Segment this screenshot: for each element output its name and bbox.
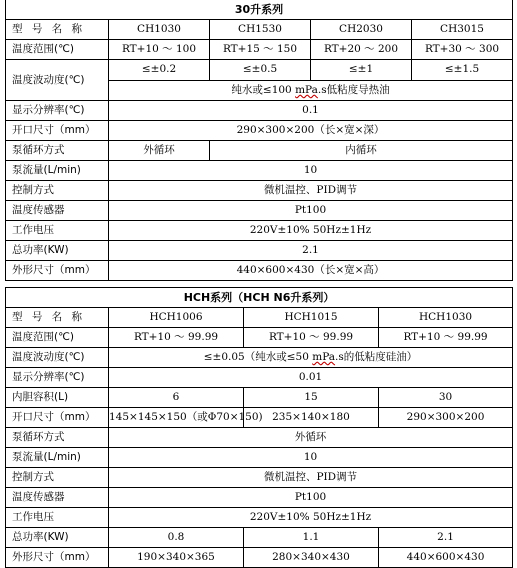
- temp-range-cell: RT+10 ～ 99.99: [109, 328, 244, 348]
- pump-flow-label: 泵流量(L/min): [6, 161, 109, 181]
- power-value: 2.1: [109, 241, 513, 261]
- outer-size-value: 440×600×430（长×宽×高）: [109, 261, 513, 281]
- temp-sensor-value: Pt100: [109, 201, 513, 221]
- model-cell: HCH1006: [109, 308, 244, 328]
- outer-size-label: 外形尺寸（mm）: [6, 261, 109, 281]
- voltage-value: 220V±10% 50Hz±1Hz: [109, 221, 513, 241]
- model-cell: CH1030: [109, 20, 210, 40]
- temp-fluct-cell: ≤±1: [311, 60, 412, 81]
- pump-mode-label: 泵循环方式: [6, 428, 109, 448]
- spec-table-hch-series: [5, 287, 513, 568]
- opening-size-value: 290×300×200（长×宽×深）: [109, 121, 513, 141]
- temp-range-cell: RT+20 ～ 200: [311, 40, 412, 60]
- outer-size-cell: 190×340×365: [109, 548, 244, 568]
- table-title: 30升系列: [6, 0, 513, 20]
- outer-size-label: 外形尺寸（mm）: [6, 548, 109, 568]
- temp-fluct-cell: ≤±0.2: [109, 60, 210, 81]
- pump-flow-value: 10: [109, 161, 513, 181]
- temp-range-cell: RT+15 ～ 150: [210, 40, 311, 60]
- control-mode-label: 控制方式: [6, 468, 109, 488]
- volume-label: 内胆容积(L): [6, 388, 109, 408]
- outer-size-cell: 280×340×430: [244, 548, 379, 568]
- temp-fluct-cell: ≤±0.5: [210, 60, 311, 81]
- control-mode-value: 微机温控、PID调节: [109, 468, 513, 488]
- temp-fluct-value: ≤±0.05（纯水或≤50 mPa.s的低粘度硅油）: [109, 348, 513, 368]
- temp-sensor-value: Pt100: [109, 488, 513, 508]
- opening-size-cell: 290×300×200: [379, 408, 513, 428]
- temp-range-cell: RT+10 ～ 100: [109, 40, 210, 60]
- opening-size-cell: 235×140×180: [244, 408, 379, 428]
- temp-range-cell: RT+30 ～ 300: [412, 40, 513, 60]
- temp-fluct-label: 温度波动度(℃): [6, 348, 109, 368]
- power-cell: 2.1: [379, 528, 513, 548]
- temp-range-cell: RT+10 ～ 99.99: [379, 328, 513, 348]
- pump-mode-label: 泵循环方式: [6, 141, 109, 161]
- pump-mode-external: 外循环: [109, 141, 210, 161]
- power-cell: 0.8: [109, 528, 244, 548]
- control-mode-value: 微机温控、PID调节: [109, 181, 513, 201]
- resolution-value: 0.01: [109, 368, 513, 388]
- voltage-value: 220V±10% 50Hz±1Hz: [109, 508, 513, 528]
- model-name-label: 型 号 名 称: [6, 308, 109, 328]
- opening-size-label: 开口尺寸（mm）: [6, 408, 109, 428]
- resolution-value: 0.1: [109, 101, 513, 121]
- temp-fluct-cell: ≤±1.5: [412, 60, 513, 81]
- voltage-label: 工作电压: [6, 221, 109, 241]
- temp-sensor-label: 温度传感器: [6, 201, 109, 221]
- resolution-label: 显示分辨率(℃): [6, 101, 109, 121]
- control-mode-label: 控制方式: [6, 181, 109, 201]
- resolution-label: 显示分辨率(℃): [6, 368, 109, 388]
- spec-table-30l-series: [5, 0, 513, 281]
- outer-size-cell: 440×600×430: [379, 548, 513, 568]
- model-cell: CH1530: [210, 20, 311, 40]
- model-cell: HCH1015: [244, 308, 379, 328]
- temp-range-label: 温度范围(℃): [6, 40, 109, 60]
- table-title: HCH系列（HCH N6升系列）: [6, 288, 513, 308]
- pump-flow-value: 10: [109, 448, 513, 468]
- volume-cell: 30: [379, 388, 513, 408]
- pump-flow-label: 泵流量(L/min): [6, 448, 109, 468]
- temp-sensor-label: 温度传感器: [6, 488, 109, 508]
- model-name-label: 型 号 名 称: [6, 20, 109, 40]
- opening-size-cell: 145×145×150（或Φ70×150): [109, 408, 244, 428]
- opening-size-label: 开口尺寸（mm）: [6, 121, 109, 141]
- power-cell: 1.1: [244, 528, 379, 548]
- model-cell: HCH1030: [379, 308, 513, 328]
- volume-cell: 15: [244, 388, 379, 408]
- model-cell: CH2030: [311, 20, 412, 40]
- temp-fluct-note: 纯水或≤100 mPa.s低粘度导热油: [109, 80, 513, 101]
- pump-mode-internal: 内循环: [210, 141, 513, 161]
- model-cell: CH3015: [412, 20, 513, 40]
- temp-range-label: 温度范围(℃): [6, 328, 109, 348]
- power-label: 总功率(KW): [6, 241, 109, 261]
- temp-fluct-label: 温度波动度(℃): [6, 60, 109, 101]
- power-label: 总功率(KW): [6, 528, 109, 548]
- volume-cell: 6: [109, 388, 244, 408]
- pump-mode-value: 外循环: [109, 428, 513, 448]
- voltage-label: 工作电压: [6, 508, 109, 528]
- temp-range-cell: RT+10 ～ 99.99: [244, 328, 379, 348]
